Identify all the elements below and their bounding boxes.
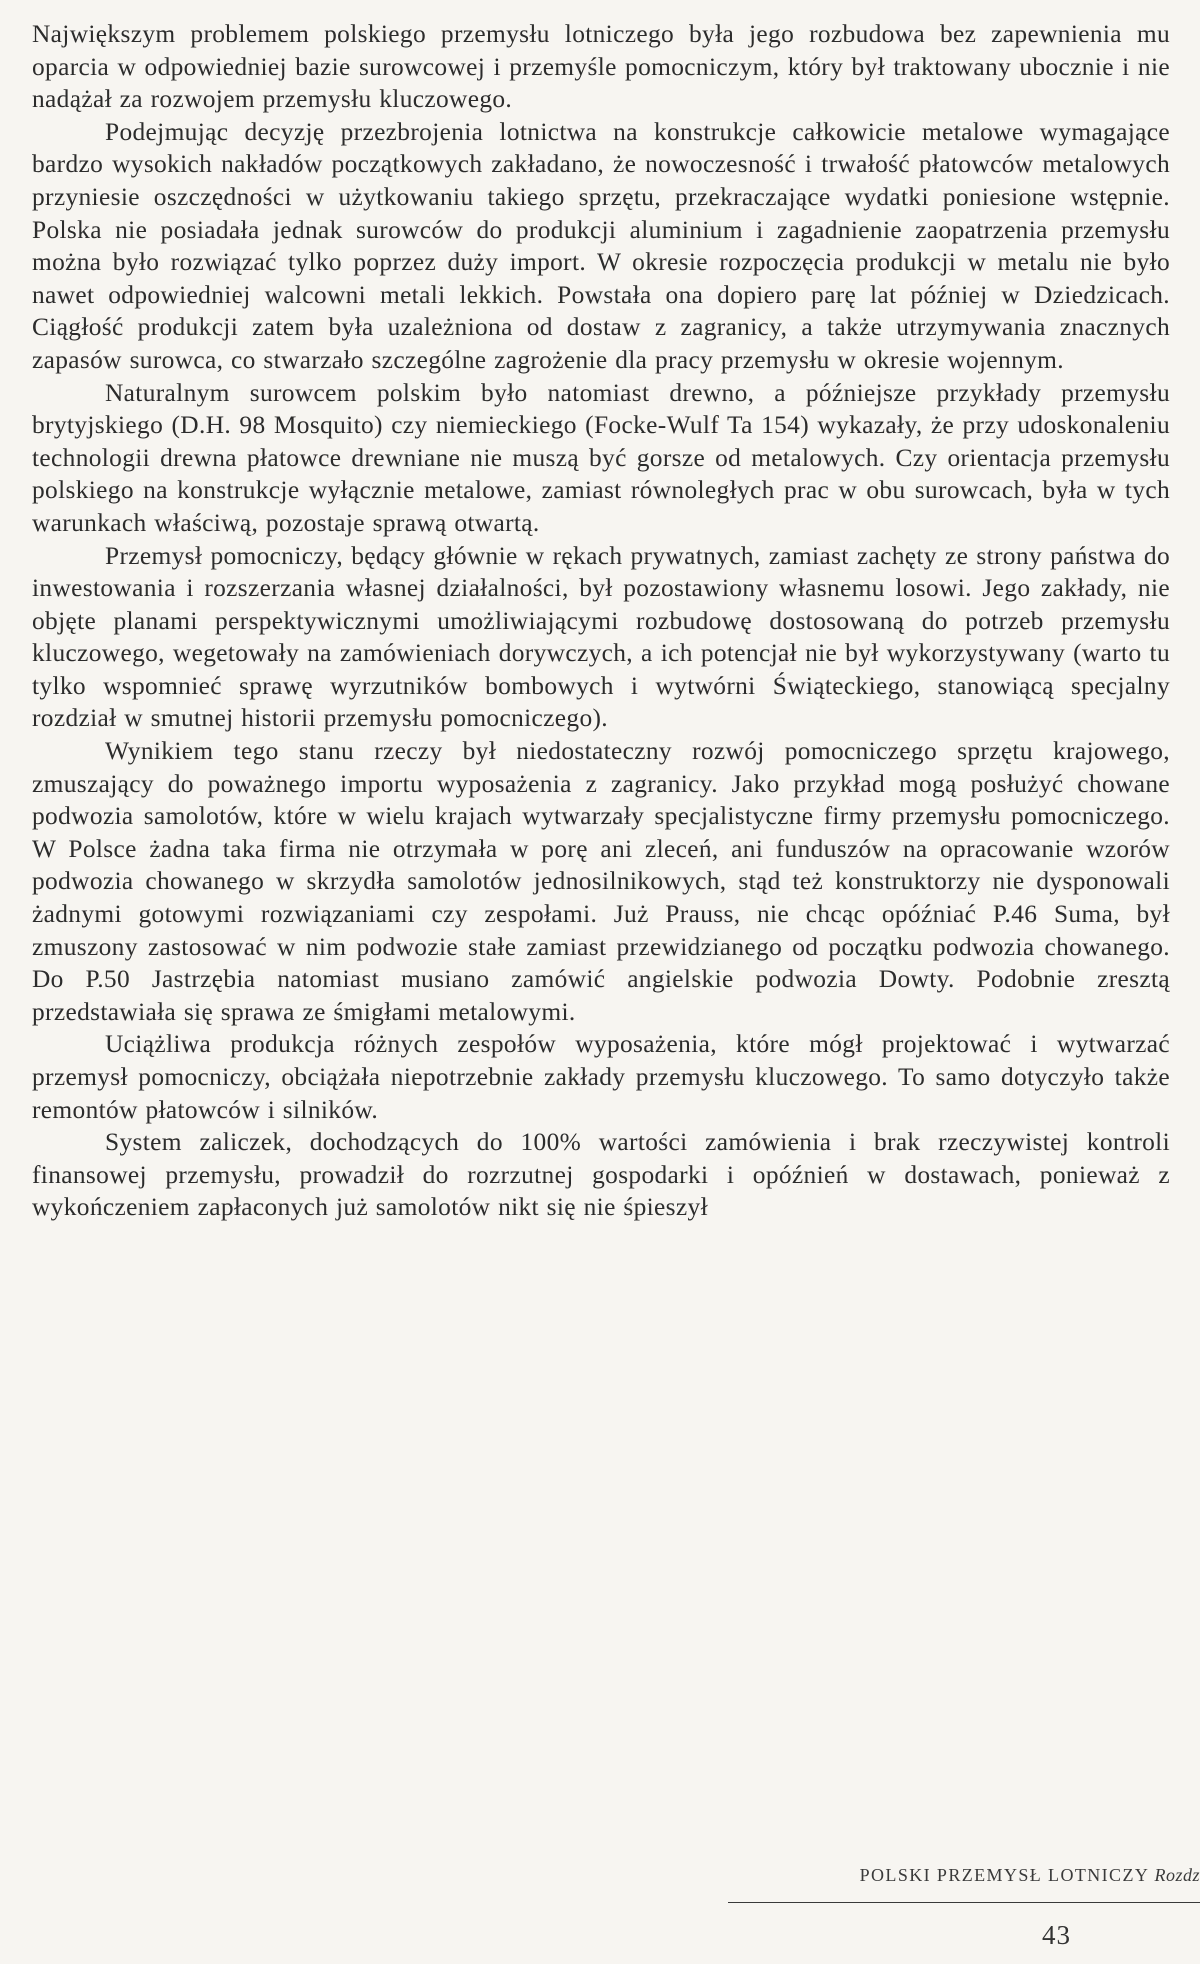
paragraph-1: Największym problemem polskiego przemysłu lotniczego była jego rozbudowa bez zapewnienia mu oparcia w odpowiedniej bazie surowcowej i przemyśle pomocniczym, który był traktowany ubocznie i nie nadążał za rozwojem przemysłu kluczowego. bbox=[32, 20, 1170, 114]
paragraph-6: Uciążliwa produkcja różnych zespołów wyposażenia, które mógł projektować i wytwarzać przemysł pomocniczy, obciążała niepotrzebnie zakłady przemysłu kluczowego. To samo dotyczyło także remontów płatowców i silników. bbox=[32, 1030, 1170, 1124]
paragraph-5: Wynikiem tego stanu rzeczy był niedostateczny rozwój pomocniczego sprzętu krajowego, zmuszający do poważnego importu wyposażenia z zagranicy. Jako przykład mogą posłużyć chowane podwozia samolotów, które w wielu krajach wytwarzały specjalistyczne firmy przemysłu pomocniczego. W Polsce żadna taka firma nie otrzymała w porę ani zleceń, ani funduszów na opracowanie wzorów podwozia chowanego w skrzydła samolotów jednosilnikowych, stąd też konstruktorzy nie dysponowali żadnymi gotowymi rozwiązaniami czy zespołami. Już Prauss, nie chcąc opóźniać P.46 Suma, był zmuszony zastosować w nim podwozie stałe zamiast przewidzianego od początku podwozia chowanego. Do P.50 Jastrzębia natomiast musiano zamówić angielskie podwozia Dowty. Podobnie zresztą przedstawiała się sprawa ze śmigłami metalowymi. bbox=[32, 737, 1170, 1026]
running-footer bbox=[728, 1855, 1200, 1903]
running-chapter: Rozdz bbox=[1154, 1865, 1200, 1885]
paragraph-4: Przemysł pomocniczy, będący głównie w rękach prywatnych, zamiast zachęty ze strony państwa do inwestowania i rozszerzania własnej działalności, był pozostawiony własnemu losowi. Jego zakłady, nie objęte planami perspektywicznymi umożliwiającymi rozbudowę dostosowaną do potrzeb przemysłu kluczowego, wegetowały na zamówieniach dorywczych, a ich potencjał nie był wykorzystywany (warto tu tylko wspomnieć sprawę wyrzutników bombowych i wytwórni Świąteckiego, stanowiącą specjalny rozdział w smutnej historii przemysłu pomocniczego). bbox=[32, 541, 1170, 733]
page-number: 43 bbox=[1042, 1920, 1071, 1950]
paragraph-3: Naturalnym surowcem polskim było natomiast drewno, a późniejsze przykłady przemysłu brytyjskiego (D.H. 98 Mosquito) czy niemieckiego (Focke-Wulf Ta 154) wykazały, że przy udoskonaleniu technologii drewna płatowce drewniane nie muszą być gorsze od metalowych. Czy orientacja przemysłu polskiego na konstrukcje wyłącznie metalowe, zamiast równoległych prac w obu surowcach, była w tych warunkach właściwą, pozostaje sprawą otwartą. bbox=[32, 378, 1170, 537]
body-text bbox=[32, 18, 1170, 1224]
paragraph-7: System zaliczek, dochodzących do 100% wartości zamówienia i brak rzeczywistej kontroli finansowej przemysłu, prowadził do rozrzutnej gospodarki i opóźnień w dostawach, ponieważ z wykończeniem zapłaconych już samolotów nikt się nie śpieszył bbox=[32, 1128, 1170, 1222]
paragraph-2: Podejmując decyzję przezbrojenia lotnictwa na konstrukcje całkowicie metalowe wymagające bardzo wysokich nakładów początkowych zakładano, że nowoczesność i trwałość płatowców metalowych przyniesie oszczędności w użytkowaniu takiego sprzętu, przekraczające wydatki poniesione wstępnie. Polska nie posiadała jednak surowców do produkcji aluminium i zagadnienie zaopatrzenia przemysłu można było rozwiązać tylko poprzez duży import. W okresie rozpoczęcia produkcji w metalu nie było nawet odpowiedniej walcowni metali lekkich. Powstała ona dopiero parę lat później w Dziedzicach. Ciągłość produkcji zatem była uzależniona od dostaw z zagranicy, a także utrzymywania znacznych zapasów surowca, co stwarzało szczególne zagrożenie dla pracy przemysłu w okresie wojennym. bbox=[32, 117, 1170, 374]
running-footer-text bbox=[860, 1865, 1200, 1886]
running-title: POLSKI PRZEMYSŁ LOTNICZY bbox=[859, 1865, 1149, 1885]
